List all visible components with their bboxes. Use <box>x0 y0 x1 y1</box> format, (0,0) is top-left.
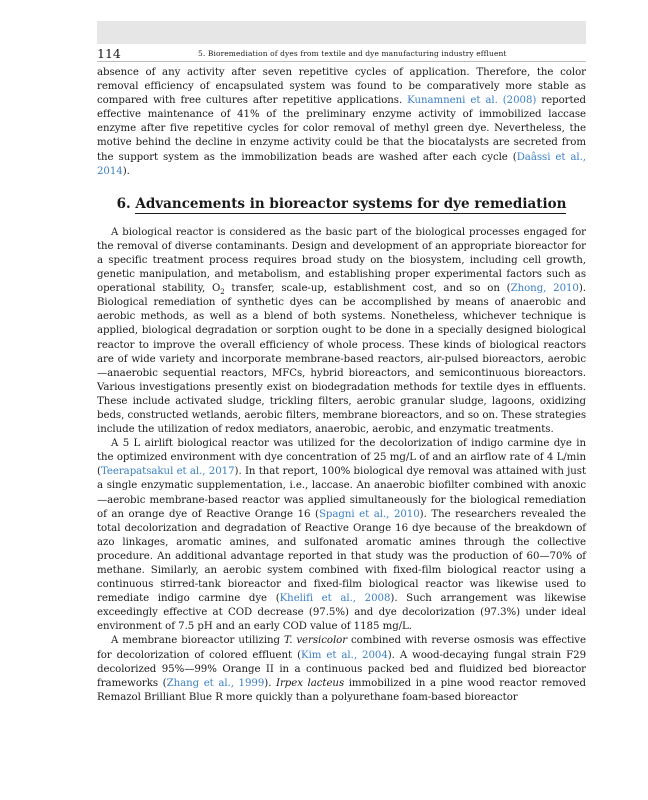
running-head <box>97 45 586 62</box>
section-title: Advancements in bioreactor systems for dye remediation <box>135 195 567 212</box>
citation-link[interactable]: Teerapatsakul et al., 2017 <box>100 466 235 478</box>
text: A 5 L airlift biological reactor was utilized for the decolorization of indigo carmine dye in the optimized environment with dye concentration of 25 mg/L of and an airflow rate of 4 L/min ( <box>97 438 586 478</box>
header-bar <box>97 21 586 44</box>
page-number: 114 <box>97 46 121 61</box>
text: ). <box>264 677 276 689</box>
text: ). The researchers revealed the total decolorization and degradation of Reactive Orange 16 dye because of the breakdown of azo linkages, aromatic amines, and sulfonated aromatic amines through the collective procedure. An additional advantage reported in that study was the production of 60—70% of methane. Similarly, an aerobic system combined with fixed-film biological reactor using a continuous stirred-tank bioreactor and fixed-film biological reactor was likewise used to remediate indigo carmine dye ( <box>97 508 586 605</box>
citation-link[interactable]: Zhong, 2010 <box>510 283 579 295</box>
paragraph <box>97 437 586 634</box>
citation-link[interactable]: Khelifi et al., 2008 <box>279 593 391 605</box>
text: ). Biological remediation of synthetic dyes can be accomplished by means of anaerobic and aerobic methods, as well as a blend of both systems. Nonetheless, whichever technique is applied, biological degradation or sorption ought to be done in a specially designed biological reactor to improve the overall efficiency of whole process. These kinds of biological reactors are of wide variety and incorporate membrane-based reactors, air-pulsed bioreactors, aerobic—anaerobic sequential reactors, MFCs, hybrid bioreactors, and semicontinuous bioreactors. Various investigations presently exist on biodegradation methods for textile dyes in effluents. These include activated sludge, trickling filters, aerobic granular sludge, lagoons, oxidizing beds, constructed wetlands, aerobic filters, membrane bioreactors, and so on. These strategies include the utilization of redox mediators, anaerobic, aerobic, and enzymatic treatments. <box>97 283 586 436</box>
text: immobilized in a pine wood reactor removed Remazol Brilliant Blue R more quickly than a polyurethane foam-based bioreactor <box>97 677 586 703</box>
text: reported effective maintenance of 41% of the preliminary enzyme activity of immobilized laccase enzyme after five repetitive cycles for color removal of methyl green dye. Nevertheless, the motive behind the decline in enzyme activity could be that the biocatalysts are secreted from the support system as the immobilization beads are washed after each cycle ( <box>97 95 586 163</box>
text: transfer, scale-up, establishment cost, and so on ( <box>224 283 511 295</box>
species-name: Irpex lacteus <box>275 677 345 689</box>
text: A biological reactor is considered as the basic part of the biological processes engaged for the removal of diverse contaminants. Design and development of an appropriate bioreactor for a specific treatment process requires broad study on the biosystem, including cell growth, genetic manipulation, and metabolism, and establishing proper experimental factors such as operational stability, O <box>97 226 586 295</box>
citation-link[interactable]: Zhang et al., 1999 <box>166 677 265 689</box>
text: ). Such arrangement was likewise exceedingly effective at COD decrease (97.5%) and dye decolorization (97.3%) under ideal environment of 7.5 pH and an early COD value of 1185 mg/L. <box>97 593 586 633</box>
citation-link[interactable]: Daâssi et al., 2014 <box>97 151 586 177</box>
paragraph <box>97 226 586 437</box>
citation-link[interactable]: Spagni et al., 2010 <box>318 508 420 520</box>
section-heading <box>97 194 586 214</box>
page-content <box>97 66 586 705</box>
chapter-title: 5. Bioremediation of dyes from textile and dye manufacturing industry effluent <box>198 49 507 58</box>
text: combined with reverse osmosis was effective for decolorization of colored effluent ( <box>97 635 586 661</box>
text: ). A wood-decaying fungal strain F29 decolorized 95%—99% Orange II in a continuous packed bed and fluidized bed bioreactor frameworks ( <box>97 649 586 689</box>
text: ). In that report, 100% biological dye removal was attained with just a single enzymatic supplementation, i.e., laccase. An anaerobic biofilter combined with anoxic—aerobic membrane-based reactor was applied simultaneously for the biological remediation of an orange dye of Reactive Orange 16 ( <box>97 466 586 520</box>
text: ). <box>122 165 130 177</box>
text: absence of any activity after seven repetitive cycles of application. Therefore, the color removal efficiency of encapsulated system was found to be comparatively more stable as compared with free cultures after repetitive applications. <box>97 67 586 107</box>
section-number: 6. <box>116 195 131 212</box>
paragraph <box>97 634 586 704</box>
citation-link[interactable]: Kunamneni et al. (2008) <box>407 95 537 107</box>
paragraph <box>97 66 586 179</box>
citation-link[interactable]: Kim et al., 2004 <box>301 649 388 661</box>
subscript: 2 <box>220 288 225 297</box>
text: A membrane bioreactor utilizing <box>111 635 284 647</box>
species-name: T. versicolor <box>283 635 348 647</box>
